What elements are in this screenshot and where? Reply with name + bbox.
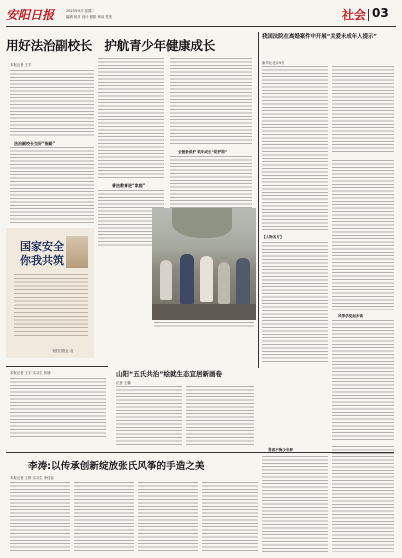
section-name: 社会 bbox=[342, 8, 367, 22]
promo-footer: 安阳日报社 宣 bbox=[52, 349, 74, 353]
main-col3-text-a bbox=[170, 58, 252, 146]
right-headline bbox=[262, 34, 392, 41]
right-lower-text-a bbox=[262, 242, 328, 362]
photo-person-3 bbox=[200, 256, 213, 302]
li-col5-text bbox=[262, 456, 328, 552]
shanxi-headline: 山阳“五氏共治”绘就生态宜居新画卷 bbox=[116, 370, 223, 378]
promo-title-2: 你我共筑 bbox=[20, 254, 64, 267]
right-tag-2: 风筝学徒起步谈 bbox=[338, 314, 364, 318]
right-lower-text-c bbox=[332, 320, 394, 442]
photo-caption bbox=[154, 322, 254, 328]
main-col2-text-a bbox=[98, 58, 164, 178]
promo-text bbox=[14, 274, 88, 336]
shanxi-byline: 记者 王鹏 bbox=[116, 381, 131, 385]
main-photo bbox=[152, 208, 256, 320]
photo-person-1 bbox=[160, 260, 172, 300]
promo-title-1: 国家安全 bbox=[20, 240, 64, 253]
masthead-logo: 安阳日报 bbox=[6, 8, 55, 22]
masthead-date: 2023年9月 星期二 bbox=[66, 9, 95, 13]
main-subhead-1: 法治副校长当好“指路” bbox=[14, 141, 56, 146]
li-col3-text bbox=[138, 482, 198, 552]
li-col1-text bbox=[10, 482, 70, 552]
li-col2-text bbox=[74, 482, 134, 552]
right-headline-text: 我国法院在离婚案件中开展“关爱未成年人提示” bbox=[262, 34, 377, 40]
li-col4-text bbox=[202, 482, 258, 552]
main-byline: 本报记者 王宇 bbox=[10, 63, 32, 67]
right-lower-text-b bbox=[332, 160, 394, 310]
photo-person-5 bbox=[236, 258, 250, 306]
promo-box bbox=[6, 228, 94, 358]
main-col1-text-b bbox=[10, 147, 94, 223]
li-col6-text bbox=[332, 446, 394, 552]
bottom-left-byline: 本报记者 王宇 实习生 张瑜 bbox=[10, 371, 51, 375]
right-col-text-a bbox=[262, 66, 328, 230]
right-col-text-b bbox=[332, 66, 394, 154]
right-byline: 新华社北京9月 bbox=[262, 61, 285, 65]
shanxi-text-a bbox=[116, 386, 182, 446]
li-headline: 李涛:以传承创新绽放张氏风筝的手造之美 bbox=[28, 461, 205, 472]
right-col-divider bbox=[258, 32, 259, 368]
right-tag-3: 青春不悔少年梦 bbox=[268, 448, 294, 452]
masthead bbox=[6, 4, 396, 26]
photo-tree bbox=[172, 208, 232, 238]
main-headline: 用好法治副校长 护航青少年健康成长 bbox=[6, 38, 215, 53]
photo-person-2 bbox=[180, 254, 194, 304]
main-col3-text-b bbox=[170, 156, 252, 212]
bottom-left-top-rule bbox=[6, 366, 108, 367]
section-divider bbox=[368, 9, 369, 21]
main-col1-text-a bbox=[10, 70, 94, 138]
page-number: 03 bbox=[372, 6, 389, 20]
bottom-left-text bbox=[10, 378, 106, 438]
photo-person-4 bbox=[218, 262, 230, 304]
promo-building bbox=[66, 236, 88, 268]
masthead-editors: 编辑 校对 设计 照排 审读 签发 bbox=[66, 15, 113, 19]
main-subhead-3: 全链条保护 筑牢成长“防护网” bbox=[178, 150, 228, 154]
right-tag-1: 【人物名片】 bbox=[262, 235, 284, 239]
main-subhead-2: 普法教育进“家庭” bbox=[112, 183, 146, 188]
masthead-rule bbox=[6, 26, 396, 27]
shanxi-text-b bbox=[186, 386, 254, 446]
li-byline: 本报记者 王婷 实习生 李佳佳 bbox=[10, 476, 54, 480]
photo-ground bbox=[152, 304, 256, 320]
